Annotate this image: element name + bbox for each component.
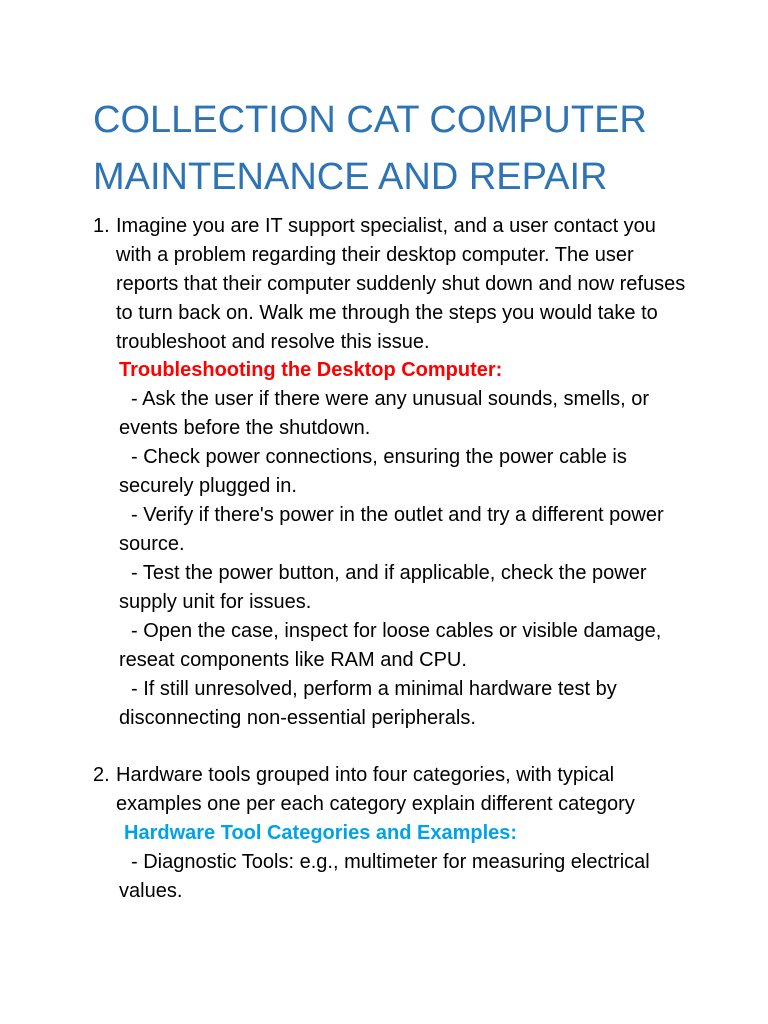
answer-heading: Troubleshooting the Desktop Computer:: [119, 359, 503, 381]
answer-step: - Open the case, inspect for loose cables or visible damage, reseat components like RAM and CPU.: [119, 620, 662, 671]
answer-steps: [119, 385, 699, 733]
answer-step: - Diagnostic Tools: e.g., multimeter for measuring electrical values.: [119, 851, 650, 902]
document-title: COLLECTION CAT COMPUTER MAINTENANCE AND REPAIR: [93, 99, 647, 198]
question-1: [93, 212, 693, 357]
answer-step: - If still unresolved, perform a minimal hardware test by disconnecting non-essential peripherals.: [119, 678, 617, 729]
answer-heading: Hardware Tool Categories and Examples:: [124, 822, 518, 844]
answer-steps: [119, 848, 699, 906]
question-number: 2.: [93, 764, 110, 786]
answer-step: - Check power connections, ensuring the power cable is securely plugged in.: [119, 446, 627, 497]
question-text: Imagine you are IT support specialist, and a user contact you with a problem regarding their desktop computer. The user reports that their computer suddenly shut down and now refuses to turn back on. Walk me through the steps you would take to troubleshoot and resolve this issue.: [116, 215, 686, 353]
answer-step: - Test the power button, and if applicable, check the power supply unit for issues.: [119, 562, 647, 613]
answer-step: - Verify if there's power in the outlet and try a different power source.: [119, 504, 664, 555]
question-number: 1.: [93, 215, 110, 237]
answer-step: - Ask the user if there were any unusual sounds, smells, or events before the shutdown.: [119, 388, 650, 439]
question-text: Hardware tools grouped into four categories, with typical examples one per each category explain different category: [116, 764, 635, 815]
question-2: [93, 761, 693, 819]
